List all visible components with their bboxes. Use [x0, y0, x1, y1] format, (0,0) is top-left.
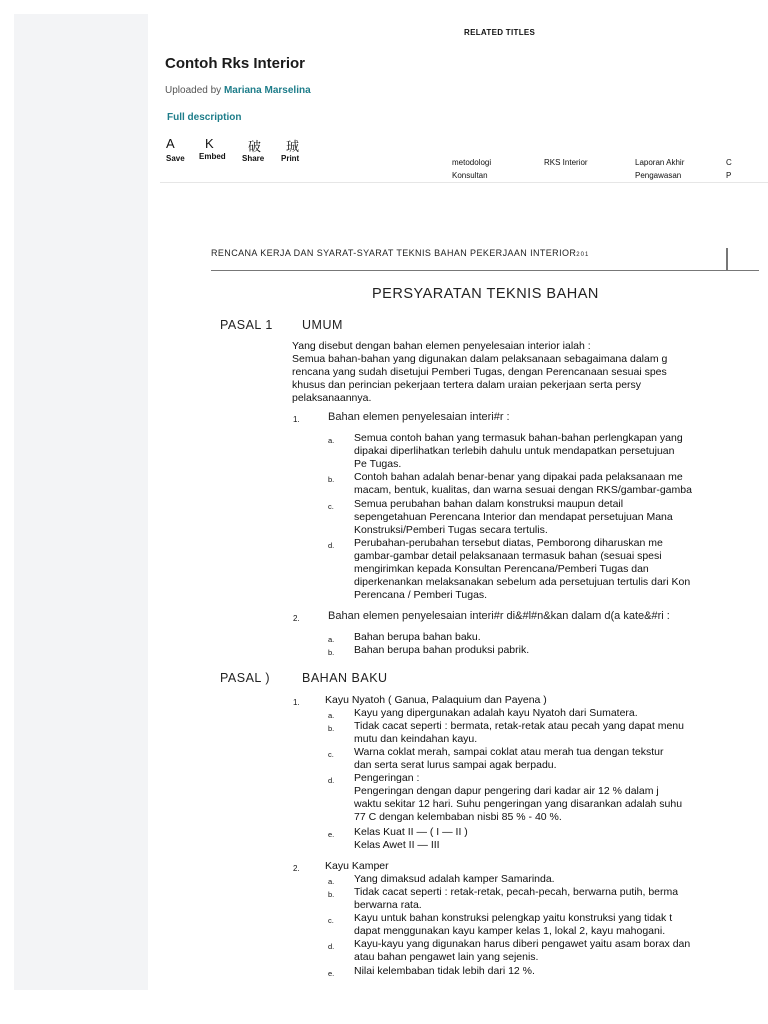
- related-titles-heading: RELATED TITLES: [464, 28, 536, 37]
- pasal-1-item-1-title: Bahan elemen penyelesaian interi#r :: [328, 411, 510, 423]
- running-header: [211, 248, 589, 258]
- p1-i1-a-letter: a.: [328, 436, 335, 445]
- related-item-1-line2: Konsultan: [452, 171, 488, 180]
- p2-i1-b-letter: b.: [328, 724, 335, 733]
- embed-icon: K: [205, 136, 214, 151]
- p2-i2-b-letter: b.: [328, 890, 335, 899]
- save-label: Save: [166, 154, 185, 163]
- left-gutter: [14, 14, 148, 990]
- p2-i2-b-line1: Tidak cacat seperti : retak-retak, pecah-pecah, berwarna putih, berma: [354, 886, 679, 898]
- p2-i1-e-line1: Kelas Kuat II — ( I — II ): [354, 826, 468, 838]
- p2-i1-c-letter: c.: [328, 750, 334, 759]
- running-header-page: 201: [576, 252, 590, 258]
- p1-i1-d-letter: d.: [328, 541, 335, 550]
- p2-i2-c-letter: c.: [328, 916, 334, 925]
- uploader-link[interactable]: Mariana Marselina: [223, 85, 311, 96]
- pasal-1-item-2-number: 2.: [293, 614, 300, 623]
- related-item-2[interactable]: [544, 156, 588, 169]
- pasal-2-item-2-title: Kayu Kamper: [325, 860, 389, 872]
- p1-i2-a-letter: a.: [328, 635, 335, 644]
- print-label: Print: [281, 154, 300, 163]
- p2-i2-a-line1: Yang dimaksud adalah kamper Samarinda.: [354, 873, 555, 885]
- p1-i1-c-line3: Konstruksi/Pemberi Tugas secara tertulis.: [354, 524, 548, 536]
- related-item-2-line1: RKS Interior: [544, 158, 588, 167]
- p2-i2-e-line1: Nilai kelembaban tidak lebih dari 12 %.: [354, 965, 535, 977]
- pasal-1-intro-line5: pelaksanaannya.: [292, 392, 372, 404]
- embed-label: Embed: [199, 152, 226, 161]
- p1-i1-d-line2: gambar-gambar detail pelaksanaan termasuk bahan (sesuai spesi: [354, 550, 662, 562]
- p1-i1-d-line3: mengirimkan kepada Konsultan Perencana/Pemberi Tugas dan: [354, 563, 649, 575]
- p2-i2-b-line2: berwarna rata.: [354, 899, 422, 911]
- p2-i1-d-line1: Pengeringan :: [354, 772, 420, 784]
- p1-i1-b-letter: b.: [328, 475, 335, 484]
- related-item-3-line2: Pengawasan: [635, 171, 682, 180]
- pasal-1-item-2-title: Bahan elemen penyelesaian interi#r di&#l#n&kan dalam d(a kate&#ri :: [328, 610, 670, 622]
- p2-i1-d-line2: Pengeringan dengan dapur pengering dari kadar air 12 % dalam j: [354, 785, 659, 797]
- pasal-2-item-1-title: Kayu Nyatoh ( Ganua, Palaquium dan Payena ): [325, 694, 547, 706]
- print-button[interactable]: [281, 136, 299, 163]
- pasal-1-intro-line2: Semua bahan-bahan yang digunakan dalam pelaksanaan sebagaimana dalam g: [292, 353, 668, 365]
- share-label: Share: [242, 154, 265, 163]
- pasal-1-title: UMUM: [302, 318, 343, 332]
- p1-i1-c-line2: sepengetahuan Perencana Interior dan mendapat persetujuan Mana: [354, 511, 673, 523]
- related-item-4-line2: P: [726, 171, 732, 180]
- print-icon: 珹: [286, 139, 300, 154]
- p2-i1-a-line1: Kayu yang dipergunakan adalah kayu Nyatoh dari Sumatera.: [354, 707, 638, 719]
- p1-i1-b-line2: macam, bentuk, kualitas, dan warna sesuai dengan RKS/gambar-gamba: [354, 484, 692, 496]
- document-title: Contoh Rks Interior: [165, 55, 306, 72]
- share-button[interactable]: [242, 136, 264, 163]
- p1-i2-b-letter: b.: [328, 648, 335, 657]
- pasal-2-item-1-number: 1.: [293, 698, 300, 707]
- share-icon: 破: [248, 139, 262, 154]
- panel-divider: [160, 182, 768, 183]
- full-description-link[interactable]: Full description: [167, 112, 242, 123]
- p1-i1-d-line5: Perencana / Pemberi Tugas.: [354, 589, 488, 601]
- p2-i2-c-line1: Kayu untuk bahan konstruksi pelengkap yaitu konstruksi yang tidak t: [354, 912, 673, 924]
- header-rule: [211, 270, 759, 271]
- related-item-1-line1: metodologi: [452, 158, 492, 167]
- p2-i1-d-line3: waktu sekitar 12 hari. Suhu pengeringan yang disarankan adalah suhu: [354, 798, 683, 810]
- document-page: [148, 232, 768, 992]
- p1-i1-b-line1: Contoh bahan adalah benar-benar yang dipakai pada pelaksanaan me: [354, 471, 683, 483]
- p2-i1-e-line2: Kelas Awet II — III: [354, 839, 440, 851]
- uploaded-by: [165, 85, 311, 96]
- section-title: PERSYARATAN TEKNIS BAHAN: [372, 286, 599, 302]
- pasal-1-heading: [220, 318, 343, 332]
- p2-i1-c-line2: dan serta serat lurus sampai agak berpadu.: [354, 759, 557, 771]
- p2-i2-d-letter: d.: [328, 942, 335, 951]
- p2-i2-c-line2: dapat menggunakan kayu kamper kelas 1, lokal 2, kayu mahogani.: [354, 925, 666, 937]
- related-item-4-line1: C: [726, 158, 732, 167]
- p2-i1-d-line4: 77 C dengan kelembaban nisbi 85 % - 40 %.: [354, 811, 562, 823]
- p1-i2-b-line1: Bahan berupa bahan produksi pabrik.: [354, 644, 530, 656]
- p1-i1-c-line1: Semua perubahan bahan dalam konstruksi maupun detail: [354, 498, 624, 510]
- related-item-4[interactable]: [726, 156, 732, 182]
- p2-i1-d-letter: d.: [328, 776, 335, 785]
- pasal-1-intro-line3: rencana yang sudah disetujui Pemberi Tugas, dengan Perencanaan sesuai spes: [292, 366, 667, 378]
- uploaded-by-label: Uploaded by: [165, 85, 222, 96]
- p2-i1-b-line1: Tidak cacat seperti : bermata, retak-retak atau pecah yang dapat menu: [354, 720, 684, 732]
- pasal-1-number: PASAL 1: [220, 318, 273, 332]
- p2-i1-e-letter: e.: [328, 830, 335, 839]
- related-item-3[interactable]: [635, 156, 684, 182]
- p2-i1-b-line2: mutu dan keindahan kayu.: [354, 733, 478, 745]
- related-item-3-line1: Laporan Akhir: [635, 158, 685, 167]
- p1-i2-a-line1: Bahan berupa bahan baku.: [354, 631, 481, 643]
- running-header-text: RENCANA KERJA DAN SYARAT-SYARAT TEKNIS BAHAN PEKERJAAN INTERIOR: [211, 248, 577, 258]
- pasal-1-intro-line4: khusus dan perincian pekerjaan tertera dalam uraian pekerjaan serta persy: [292, 379, 642, 391]
- pasal-2-item-2-number: 2.: [293, 864, 300, 873]
- save-button[interactable]: [166, 136, 185, 163]
- header-bar: [726, 248, 728, 270]
- pasal-2-number: PASAL ): [220, 671, 271, 685]
- pasal-2-heading: [220, 671, 388, 685]
- p1-i1-a-line1: Semua contoh bahan yang termasuk bahan-bahan perlengkapan yang: [354, 432, 683, 444]
- pasal-2-title: BAHAN BAKU: [302, 671, 388, 685]
- save-icon: A: [166, 136, 175, 151]
- p1-i1-d-line1: Perubahan-perubahan tersebut diatas, Pemborong diharuskan me: [354, 537, 663, 549]
- p2-i2-e-letter: e.: [328, 969, 335, 978]
- p2-i2-d-line2: atau bahan pengawet lain yang sejenis.: [354, 951, 539, 963]
- p2-i2-d-line1: Kayu-kayu yang digunakan harus diberi pengawet yaitu asam borax dan: [354, 938, 691, 950]
- p1-i1-d-line4: diperkenankan melaksanakan sebelum ada persetujuan tertulis dari Kon: [354, 576, 691, 588]
- embed-button[interactable]: [199, 136, 226, 161]
- pasal-1-item-1-number: 1.: [293, 415, 300, 424]
- p2-i1-a-letter: a.: [328, 711, 335, 720]
- p1-i1-a-line3: Pe Tugas.: [354, 458, 402, 470]
- p1-i1-a-line2: dipakai diperlihatkan terlebih dahulu untuk mendapatkan persetujuan: [354, 445, 675, 457]
- pasal-1-intro-line1: Yang disebut dengan bahan elemen penyelesaian interior ialah :: [292, 340, 591, 352]
- related-item-1[interactable]: [452, 156, 491, 182]
- p2-i2-a-letter: a.: [328, 877, 335, 886]
- p1-i1-c-letter: c.: [328, 502, 334, 511]
- p2-i1-c-line1: Warna coklat merah, sampai coklat atau merah tua dengan tekstur: [354, 746, 664, 758]
